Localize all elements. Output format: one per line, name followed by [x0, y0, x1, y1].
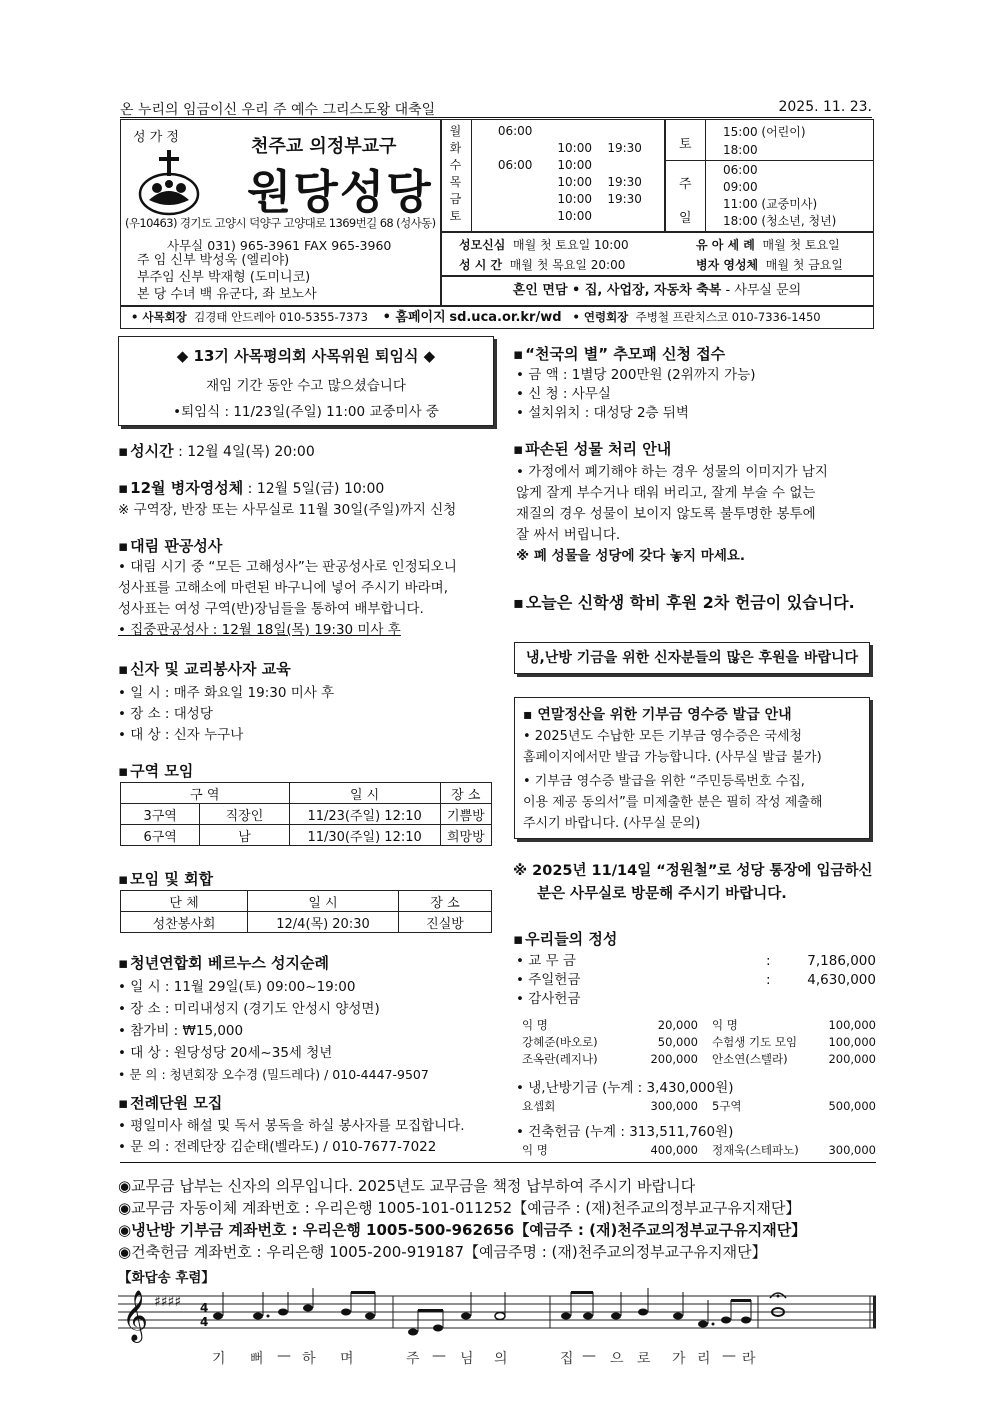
- group-title: ▪ 모임 및 회합: [118, 868, 213, 889]
- star-plaque-line: • 금 액 : 1별당 200만원 (2위까지 가능): [516, 367, 756, 383]
- contact-funeral: 주병철 프란치스코 010-7336-1450: [635, 310, 821, 324]
- sunday-times: [723, 162, 836, 230]
- schedule-row: [441, 140, 665, 157]
- svg-text:𝄞: 𝄞: [122, 1290, 149, 1341]
- schedule-time: 10:00: [557, 175, 592, 189]
- education-title: ▪ 신자 및 교리봉사자 교육: [118, 658, 291, 679]
- offering-colon: :: [766, 953, 771, 969]
- table-row: [522, 1033, 876, 1050]
- schedule-time: 19:30: [607, 192, 642, 206]
- table-header: 구 역: [121, 783, 290, 804]
- lyric-syllable: —: [582, 1348, 596, 1364]
- sick-communion-time: 매월 첫 금요일: [765, 258, 843, 272]
- schedule-time: [470, 191, 558, 208]
- table-row: [522, 1050, 876, 1067]
- weekday-schedule: [440, 119, 666, 233]
- holyhour-label: 성 시 간: [459, 258, 503, 272]
- donor-name: 정재욱(스테파노): [712, 1142, 799, 1157]
- damaged-items-note: ※ 폐 성물을 성당에 갖다 놓지 마세요.: [516, 548, 746, 564]
- weekend-divider: [705, 120, 706, 232]
- sunday-label-2: 일: [679, 211, 692, 226]
- table-header: 일 시: [289, 783, 440, 804]
- heating-account-line: ◉냉난방 기부금 계좌번호 : 우리은행 1005-500-962656【예금주 : (재)천주교의정부교구유지재단】: [118, 1221, 807, 1239]
- donor-name: 요셉회: [522, 1098, 556, 1113]
- staff-list: [137, 252, 317, 303]
- homepage-label: • 홈페이지: [382, 310, 446, 325]
- confession-line: 성사표를 고해소에 마련된 바구니에 넣어 주시기 바라며,: [118, 580, 448, 596]
- damaged-items-text: [516, 462, 828, 567]
- footer-rule: [120, 1162, 876, 1163]
- bulletin-date: 2025. 11. 23.: [778, 99, 872, 115]
- schedule-day: 토: [449, 209, 462, 223]
- table-cell: 11/30(주일) 12:10: [289, 825, 440, 846]
- donor-name: 수험생 기도 모임: [712, 1034, 798, 1049]
- tax-receipt-text: [523, 726, 869, 834]
- donor-name: 조옥란(레지나): [522, 1051, 598, 1066]
- weekday-divider: [471, 120, 472, 232]
- devotion-box: [440, 231, 874, 277]
- office-phone: 사무실 031) 965-3961 FAX 965-3960: [167, 238, 392, 253]
- damaged-items-line: 않게 잘게 부수거나 태워 버리고, 잘게 부술 수 없는: [516, 485, 816, 501]
- account-info: [118, 1175, 806, 1263]
- table-cell: 11/23(주일) 12:10: [289, 804, 440, 825]
- psalm-label: 【화답송 후렴】: [118, 1270, 215, 1286]
- pilgrimage-line: • 대 상 : 원당성당 20세~35세 청년: [118, 1045, 333, 1061]
- star-plaque-details: [516, 366, 755, 423]
- devotion-label: 성모신심: [459, 238, 506, 252]
- table-cell: 직장인: [200, 804, 289, 825]
- tax-receipt-line: 주시기 바랍니다. (사무실 문의): [523, 816, 701, 831]
- staff-pastor: 주 임 신부 박성욱 (엘리야): [137, 253, 290, 268]
- schedule-time: 10:00: [557, 141, 592, 155]
- schedule-time: 10:00: [557, 158, 592, 172]
- parish-logo-icon: [137, 148, 201, 218]
- devotion-time: 매월 첫 토요일 10:00: [513, 238, 629, 252]
- infant-baptism-label: 유 아 세 례: [696, 238, 755, 252]
- donor-name: 안소연(스텔라): [712, 1051, 788, 1066]
- offering-amount: 7,186,000: [807, 953, 876, 969]
- education-details: [118, 683, 334, 746]
- schedule-time: [557, 123, 607, 140]
- liturgy-line: • 평일미사 해설 및 독서 봉독을 하실 봉사자를 모집합니다.: [118, 1118, 465, 1134]
- parish-name: 원당성당: [247, 165, 433, 219]
- lyric-syllable: 가: [672, 1351, 686, 1367]
- offering-row: [516, 952, 876, 971]
- thanks-offering-label: • 감사헌금: [516, 991, 581, 1007]
- donor-amount: 500,000: [828, 1098, 876, 1113]
- offering-label: • 교 무 금: [516, 953, 576, 969]
- building-fund-label: • 건축헌금 (누계 : 313,511,760원): [516, 1124, 734, 1140]
- retirement-box: [118, 336, 494, 426]
- donor-amount: 400,000: [650, 1142, 698, 1157]
- sick-communion-title: ▪ 12월 병자영성체: [118, 479, 243, 497]
- table-cell: 3구역: [121, 804, 200, 825]
- sick-communion-label: 병자 영성체: [696, 258, 759, 272]
- sunday-time: 09:00: [723, 180, 758, 194]
- lyric-syllable: 기: [212, 1351, 226, 1367]
- homepage-link[interactable]: sd.uca.or.kr/wd: [449, 310, 562, 325]
- retirement-title: ◆ 13기 사목평의회 사목위원 퇴임식 ◆: [176, 347, 436, 365]
- confession-date: • 집중판공성사 : 12월 18일(목) 19:30 미사 후: [118, 622, 401, 638]
- lyric-syllable: 으: [610, 1351, 624, 1367]
- sunday-time: 11:00 (교중미사): [723, 197, 818, 211]
- table-row: [121, 804, 492, 825]
- table-row: [121, 825, 492, 846]
- star-plaque-line: • 설치위치 : 대성당 2층 뒤벽: [516, 405, 689, 421]
- table-row: [121, 912, 492, 933]
- schedule-row: [441, 123, 665, 140]
- retirement-thanks: 재임 기간 동안 수고 많으셨습니다: [206, 378, 406, 394]
- tax-receipt-line: • 2025년도 수납한 모든 기부금 영수증은 국세청: [523, 729, 803, 744]
- blessing-notice-bold: 혼인 면담 • 집, 사업장, 자동차 축복: [512, 283, 722, 298]
- lyric-syllable: 주: [406, 1351, 420, 1367]
- confession-line: • 대림 시기 중 “모든 고해성사”는 판공성사로 인정되오니: [118, 559, 457, 575]
- contact-president-label: • 사목회장: [131, 310, 187, 324]
- star-plaque-line: • 신 청 : 사무실: [516, 386, 611, 402]
- table-cell: 성찬봉사회: [121, 912, 248, 933]
- svg-text:♯♯♯♯: ♯♯♯♯: [154, 1294, 182, 1310]
- staff-sisters: 본 당 수녀 백 유군다, 좌 보노사: [137, 287, 317, 302]
- schedule-time: [470, 208, 558, 225]
- lyric-syllable: —: [722, 1348, 736, 1364]
- feast-title: 온 누리의 임금이신 우리 주 예수 그리스도왕 대축일: [120, 102, 436, 118]
- table-header: 장 소: [399, 891, 492, 912]
- holyhour-notice: [118, 440, 315, 461]
- contact-president: 김경태 안드레아 010-5355-7373: [194, 310, 368, 324]
- pilgrimage-details: [118, 976, 429, 1086]
- lyric-syllable: —: [432, 1348, 446, 1364]
- saturday-times: [723, 123, 806, 159]
- weekend-rule: [665, 160, 873, 161]
- schedule-time: [607, 123, 665, 140]
- education-line: • 일 시 : 매주 화요일 19:30 미사 후: [118, 685, 335, 701]
- deposit-notice-line: ※ 2025년 11/14일 “정원철”로 성당 통장에 입금하신: [513, 863, 873, 879]
- schedule-day: 월: [449, 124, 462, 138]
- schedule-time: [470, 174, 558, 191]
- sick-communion-note: ※ 구역장, 반장 또는 사무실로 11월 30일(주일)까지 신청: [118, 502, 457, 518]
- pilgrimage-line: • 일 시 : 11월 29일(토) 09:00~19:00: [118, 979, 356, 995]
- district-title: ▪ 구역 모임: [118, 760, 193, 781]
- damaged-items-line: 잘 싸서 버립니다.: [516, 527, 621, 543]
- pilgrimage-line: • 문 의 : 청년회장 오수경 (밀드레다) / 010-4447-9507: [118, 1067, 429, 1082]
- schedule-time: 19:30: [607, 175, 642, 189]
- staff-assistant: 부주임 신부 박재형 (도미니코): [137, 270, 311, 285]
- lyric-syllable: 님: [460, 1351, 474, 1367]
- psalm-music-staff: [118, 1286, 878, 1348]
- tax-receipt-line: • 기부금 영수증 발급을 위한 “주민등록번호 수집,: [523, 774, 805, 789]
- building-fund-table: [522, 1141, 876, 1158]
- donor-amount: 300,000: [650, 1098, 698, 1113]
- masthead: [120, 119, 442, 307]
- confession-text: [118, 557, 457, 641]
- star-plaque-title: ▪ “천국의 별” 추모패 신청 접수: [513, 343, 725, 364]
- blessing-notice: [440, 275, 874, 307]
- tax-receipt-title: ▪ 연말정산을 위한 기부금 영수증 발급 안내: [523, 707, 792, 723]
- table-header-row: [121, 783, 492, 804]
- tax-receipt-line: 홈페이지에서만 발급 가능합니다. (사무실 발급 불가): [523, 750, 822, 765]
- offering-summary: [516, 952, 876, 1009]
- damaged-items-title: ▪ 파손된 성물 처리 안내: [513, 438, 671, 459]
- donor-amount: 100,000: [828, 1034, 876, 1049]
- table-row: [522, 1141, 876, 1158]
- donor-amount: 20,000: [657, 1017, 698, 1032]
- seminarian-collection-notice: ▪ 오늘은 신학생 학비 후원 2차 헌금이 있습니다.: [513, 590, 855, 613]
- saturday-time: 15:00 (어린이): [723, 125, 806, 139]
- holyhour-title: ▪ 성시간: [118, 442, 174, 460]
- offering-row: [516, 971, 876, 990]
- tithe-duty-line: ◉교무금 납부는 신자의 의무입니다. 2025년도 교무금을 책정 납부하여 주시기 바랍니다: [118, 1177, 696, 1195]
- sunday-time: 18:00 (청소년, 청년): [723, 214, 837, 228]
- svg-text:4: 4: [200, 1301, 209, 1315]
- holyhour-text: : 12월 4일(목) 20:00: [173, 444, 315, 460]
- feast-header: [120, 99, 872, 119]
- liturgy-details: [118, 1116, 465, 1158]
- weekday-rows: [441, 120, 665, 225]
- sunday-label-1: 주: [679, 177, 692, 192]
- holyhour-time: 매월 첫 목요일 20:00: [509, 258, 626, 272]
- liturgy-line: • 문 의 : 전례단장 김순태(벨라도) / 010-7677-7022: [118, 1139, 437, 1155]
- donor-name: 익 명: [522, 1017, 548, 1032]
- donor-amount: 200,000: [828, 1051, 876, 1066]
- offering-label: • 주일헌금: [516, 972, 581, 988]
- lyric-syllable: —: [277, 1348, 291, 1364]
- group-table: [120, 890, 492, 933]
- damaged-items-line: • 가정에서 폐기해야 하는 경우 성물의 이미지가 남지: [516, 464, 828, 480]
- table-header-row: [121, 891, 492, 912]
- donor-amount: 100,000: [828, 1017, 876, 1032]
- damaged-items-line: 재질의 경우 성물이 보이지 않도록 불투명한 봉투에: [516, 506, 816, 522]
- saturday-time: 18:00: [723, 143, 758, 157]
- lyric-syllable: 의: [494, 1351, 508, 1367]
- diocese-name: 천주교 의정부교구: [251, 136, 397, 157]
- heating-fund-table: [522, 1097, 876, 1114]
- donor-name: 익 명: [522, 1142, 548, 1157]
- donor-amount: 50,000: [657, 1034, 698, 1049]
- table-row: [522, 1016, 876, 1033]
- district-table: [120, 782, 492, 846]
- header-rule: [120, 117, 872, 118]
- tithe-account-line: ◉교무금 자동이체 계좌번호 : 우리은행 1005-101-011252【예금주 : (재)천주교의정부교구유지재단】: [118, 1199, 801, 1217]
- table-header: 일 시: [248, 891, 399, 912]
- infant-baptism-time: 매월 첫 토요일: [762, 238, 840, 252]
- lyric-syllable: 로: [637, 1351, 651, 1367]
- schedule-time: 06:00: [497, 124, 533, 138]
- schedule-row: [441, 174, 665, 191]
- offering-amount: 4,630,000: [807, 972, 876, 988]
- schedule-time: [607, 157, 665, 174]
- confession-line: 성사표는 여성 구역(반)장님들을 통하여 배부합니다.: [118, 601, 424, 617]
- offering-colon: :: [766, 972, 771, 988]
- table-row: [522, 1097, 876, 1114]
- education-line: • 장 소 : 대성당: [118, 706, 213, 722]
- pilgrimage-title: ▪ 청년연합회 베르누스 성지순례: [118, 952, 329, 973]
- table-cell: 기쁨방: [440, 804, 491, 825]
- schedule-row: [441, 208, 665, 225]
- lyric-syllable: 집: [560, 1351, 574, 1367]
- table-cell: 진실방: [399, 912, 492, 933]
- donor-name: 5구역: [712, 1098, 742, 1113]
- donor-name: 익 명: [712, 1017, 738, 1032]
- table-cell: 6구역: [121, 825, 200, 846]
- table-cell: 희망방: [440, 825, 491, 846]
- contacts-bar: [120, 305, 874, 329]
- tax-receipt-box: [514, 697, 870, 839]
- saturday-label: 토: [679, 137, 692, 152]
- parish-address: (우10463) 경기도 고양시 덕양구 고양대로 1369번길 68 (성사동): [125, 216, 436, 230]
- schedule-day: 목: [449, 175, 462, 189]
- schedule-time: 10:00: [557, 192, 592, 206]
- psalm-lyrics: [118, 1348, 878, 1368]
- schedule-time: [470, 140, 558, 157]
- schedule-time: 19:30: [607, 141, 642, 155]
- table-header: 장 소: [440, 783, 491, 804]
- deposit-notice: [513, 860, 873, 906]
- lyric-syllable: 뻐: [250, 1351, 264, 1367]
- sunday-time: 06:00: [723, 163, 758, 177]
- deposit-notice-line: 분은 사무실로 방문해 주시기 바랍니다.: [537, 886, 787, 902]
- table-cell: 12/4(목) 20:30: [248, 912, 399, 933]
- building-account-line: ◉건축헌금 계좌번호 : 우리은행 1005-200-919187【예금주명 : (재)천주교의정부교구유지재단】: [118, 1243, 767, 1261]
- schedule-time: 06:00: [497, 158, 533, 172]
- weekend-schedule: [664, 119, 874, 233]
- table-cell: 남: [200, 825, 289, 846]
- confession-title: ▪ 대림 판공성사: [118, 535, 222, 556]
- lyric-syllable: 리: [697, 1351, 711, 1367]
- schedule-day: 화: [449, 141, 462, 155]
- offering-title: ▪ 우리들의 정성: [513, 928, 617, 949]
- education-line: • 대 상 : 신자 누구나: [118, 727, 244, 743]
- contact-funeral-label: • 연령회장: [572, 310, 629, 324]
- blessing-notice-rest: - 사무실 문의: [721, 283, 802, 298]
- sick-communion-text: : 12월 5일(금) 10:00: [243, 481, 385, 497]
- pilgrimage-line: • 장 소 : 미리내성지 (경기도 안성시 양성면): [118, 1001, 380, 1017]
- heating-fund-banner: 냉,난방 기금을 위한 신자분들의 많은 후원을 바랍니다: [514, 642, 870, 674]
- schedule-time: 10:00: [557, 209, 592, 223]
- thanks-offering-table: [522, 1016, 876, 1067]
- donor-name: 강혜준(바오로): [522, 1034, 598, 1049]
- schedule-time: [607, 208, 665, 225]
- schedule-day: 금: [449, 192, 462, 206]
- heating-fund-label: • 냉,난방기금 (누계 : 3,430,000원): [516, 1080, 734, 1096]
- pilgrimage-line: • 참가비 : ₩15,000: [118, 1023, 244, 1039]
- schedule-day: 수: [449, 158, 462, 172]
- lyric-syllable: 며: [340, 1351, 354, 1367]
- liturgy-title: ▪ 전례단원 모집: [118, 1092, 222, 1113]
- schedule-row: [441, 157, 665, 174]
- tax-receipt-line: 이용 제공 동의서”를 미제출한 분은 필히 작성 제출해: [523, 795, 823, 810]
- schedule-row: [441, 191, 665, 208]
- donor-amount: 200,000: [650, 1051, 698, 1066]
- lyric-syllable: 라: [742, 1351, 756, 1367]
- svg-text:4: 4: [200, 1315, 209, 1329]
- table-header: 단 체: [121, 891, 248, 912]
- retirement-date: •퇴임식 : 11/23일(주일) 11:00 교중미사 중: [173, 404, 439, 420]
- sick-communion-notice: [118, 477, 384, 498]
- lyric-syllable: 하: [302, 1351, 316, 1367]
- donor-amount: 300,000: [828, 1142, 876, 1157]
- holy-family-label: 성 가 정: [133, 130, 179, 145]
